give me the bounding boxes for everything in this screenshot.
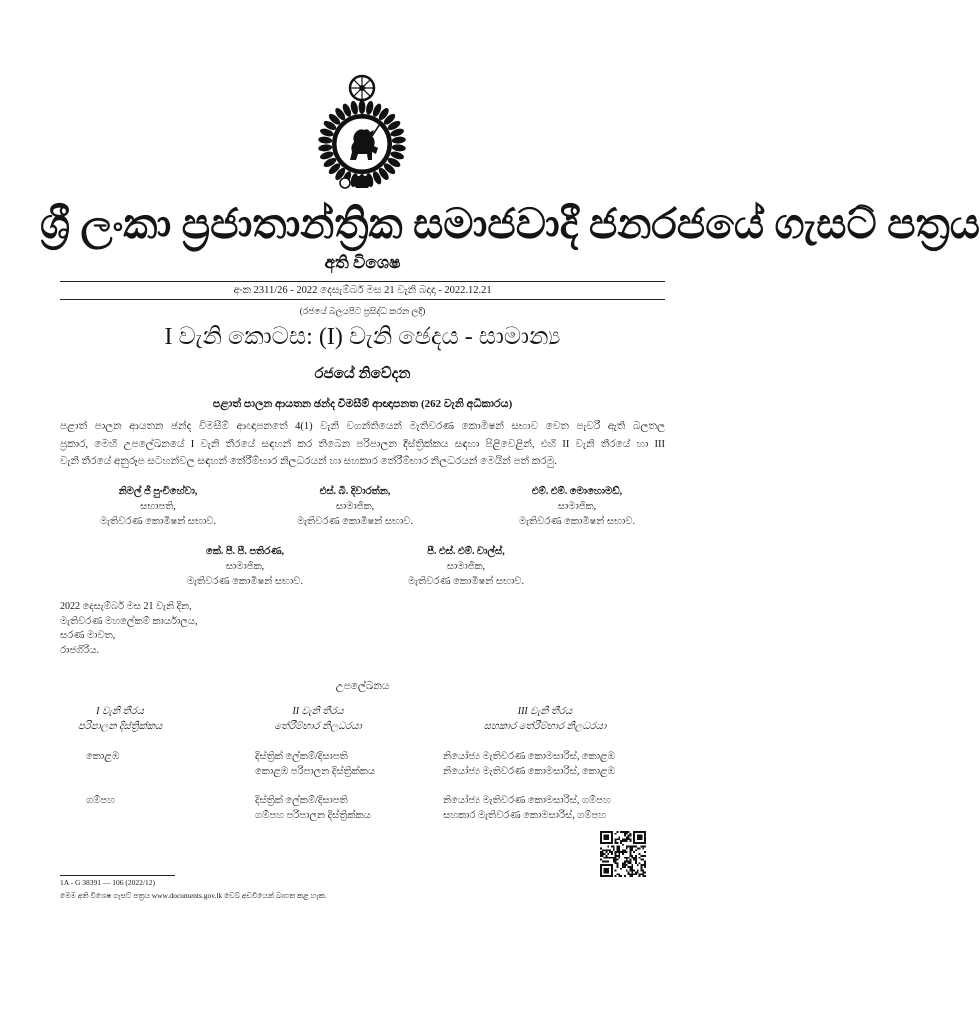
- city-line: රාජගිරිය.: [60, 644, 99, 656]
- column-header-label: I වැනි තීරය: [96, 706, 144, 717]
- signatory-block: [477, 484, 677, 529]
- column-header: [218, 704, 418, 734]
- returning-officer-cell: [255, 793, 435, 823]
- district-cell: [86, 749, 186, 764]
- assistant-officer-line: නියෝජ්‍ය මැතිවරණ කොමසාරිස්, කොළඹ: [443, 766, 616, 777]
- returning-officer-line: ගම්පහ පරිපාලන දිස්ත්‍රික්කය: [255, 810, 371, 821]
- gazette-title: ශ්‍රී ලංකා ප්‍රජාතාන්ත්‍රික සමාජවාදී ජනරජයේ ගැසට් පත්‍රය: [40, 202, 980, 248]
- signatory-title: සාමාජික,: [557, 501, 597, 512]
- office-line: මැතිවරණ මහලේකම් කාර්යාලය,: [60, 615, 198, 627]
- footer-print-code: 1A - G 38391 — 106 (2022/12): [60, 878, 155, 887]
- column-header-label: III වැනි තීරය: [517, 706, 573, 717]
- section-heading: රජයේ නිවේදන: [314, 366, 411, 382]
- signatory-block: [255, 484, 455, 529]
- notice-body-line: වැනි තීරයේ අනුරූප සටහන්වල සඳහන් තේරීම්භාර නිලධරයන් හා සහකාර තේරීම්භාර නිලධරයන් මෙයින් පත් කරමු.: [60, 456, 557, 467]
- signatory-block: [145, 544, 345, 589]
- signatory-body: මැතිවරණ කොමිෂන් සභාව.: [519, 516, 635, 527]
- footer-rule: [60, 875, 175, 876]
- signatory-name: නිමල් ජී පුංචිහේවා,: [118, 486, 198, 497]
- column-header-label: II වැනි තීරය: [292, 706, 344, 717]
- notice-body-line: පළාත් පාලන ආයතන ඡන්ද විමසීම් ආඥාපනතේ 4(1) වැනි වගන්තියෙන් මැතිවරණ කොමිෂන් සභාව වෙත පැවරී ඇති බලතල: [60, 421, 665, 432]
- qr-code-icon: [600, 831, 646, 877]
- signatory-name: පී. එස්. එම්. චාල්ස්,: [427, 546, 505, 557]
- signatory-name: එම්. එම්. මොහොමඩ්,: [531, 486, 623, 497]
- assistant-officer-line: නියෝජ්‍ය මැතිවරණ කොමසාරිස්, කොළඹ: [443, 751, 616, 762]
- notice-body-line: ප්‍රකාර, මෙහි උපලේඛනයේ I වැනි තීරයේ සඳහන් කර තිබෙන පරිපාලන දිස්ත්‍රික්කය සඳහා පිළිවෙළින්, එහි II වැනි තීරයේ හා III: [60, 438, 665, 450]
- returning-officer-cell: [255, 749, 435, 779]
- signatory-title: සාමාජික,: [225, 561, 265, 572]
- footer-download-note: මෙම අති විශෙෂ ගැසට් පත්‍රය www.documents.gov.lk වෙබ් අඩවියෙන් බාගත කළ හැක.: [60, 891, 327, 900]
- assistant-returning-officer-cell: [443, 793, 665, 823]
- assistant-officer-line: නියෝජ්‍ය මැතිවරණ කොමසාරිස්, ගම්පහ: [443, 795, 611, 806]
- header-rule-top: [60, 281, 665, 282]
- signatory-title: සාමාජික,: [446, 561, 486, 572]
- edition-label: අති විශෙෂ: [324, 253, 401, 272]
- assistant-returning-officer-cell: [443, 749, 665, 779]
- assistant-officer-line: සහකාර මැතිවරණ කොමසාරිස්, ගම්පහ: [443, 810, 607, 821]
- returning-officer-line: දිස්ත්‍රික් ලේකම්/දිසාපති: [255, 751, 348, 762]
- signatory-body: මැතිවරණ කොමිෂන් සභාව.: [408, 576, 524, 587]
- district-cell: [86, 793, 186, 808]
- authority-note: (රජයේ බලයපිට ප්‍රසිද්ධ කරන ලදී): [299, 306, 426, 316]
- signatory-name: එස්. බී. දිවාරත්න,: [319, 486, 391, 497]
- district-name: ගම්පහ: [86, 795, 115, 806]
- signatory-body: මැතිවරණ කොමිෂන් සභාව.: [187, 576, 303, 587]
- issue-line: අංක 2311/26 - 2022 දෙසැම්බර් මස 21 වැනි බදාදා - 2022.12.21: [233, 285, 492, 296]
- state-emblem-icon: [312, 72, 412, 194]
- signatory-title: සභාපති,: [140, 501, 176, 512]
- district-name: කොළඹ: [86, 751, 120, 762]
- schedule-title: උපලේඛනය: [335, 681, 390, 692]
- column-header-sublabel: සහකාර තේරීම්භාර නිලධරයා: [483, 721, 607, 732]
- header-rule-bottom: [60, 299, 665, 300]
- column-header-sublabel: තේරීම්භාර නිලධරයා: [274, 721, 362, 732]
- signatory-block: [366, 544, 566, 589]
- column-header: [20, 704, 220, 734]
- returning-officer-line: දිස්ත්‍රික් ලේකම්/දිසාපති: [255, 795, 348, 806]
- column-header-sublabel: පරිපාලන දිස්ත්‍රික්කය: [77, 721, 163, 732]
- signatory-body: මැතිවරණ කොමිෂන් සභාව.: [297, 516, 413, 527]
- part-heading: I වැනි කොටස: (I) වැනි ඡෙදය - සාමාන්‍ය: [164, 324, 561, 350]
- column-header: [445, 704, 645, 734]
- signatory-name: කේ. පී. පී. පතිරණ,: [205, 546, 285, 557]
- date-place-block: [60, 600, 360, 658]
- street-line: සරණ මාවත,: [60, 630, 116, 642]
- date-line: 2022 දෙසැම්බර් මස 21 වැනි දින,: [60, 601, 192, 612]
- signatory-title: සාමාජික,: [335, 501, 375, 512]
- signatory-block: [58, 484, 258, 529]
- notice-title: පළාත් පාලන ආයතන ඡන්ද විමසීම් ආඥාපනත (262 වැනි අධිකාරය): [212, 398, 513, 410]
- signatory-body: මැතිවරණ කොමිෂන් සභාව.: [100, 516, 216, 527]
- returning-officer-line: කොළඹ පරිපාලන දිස්ත්‍රික්කය: [255, 766, 376, 777]
- notice-body: [60, 418, 665, 471]
